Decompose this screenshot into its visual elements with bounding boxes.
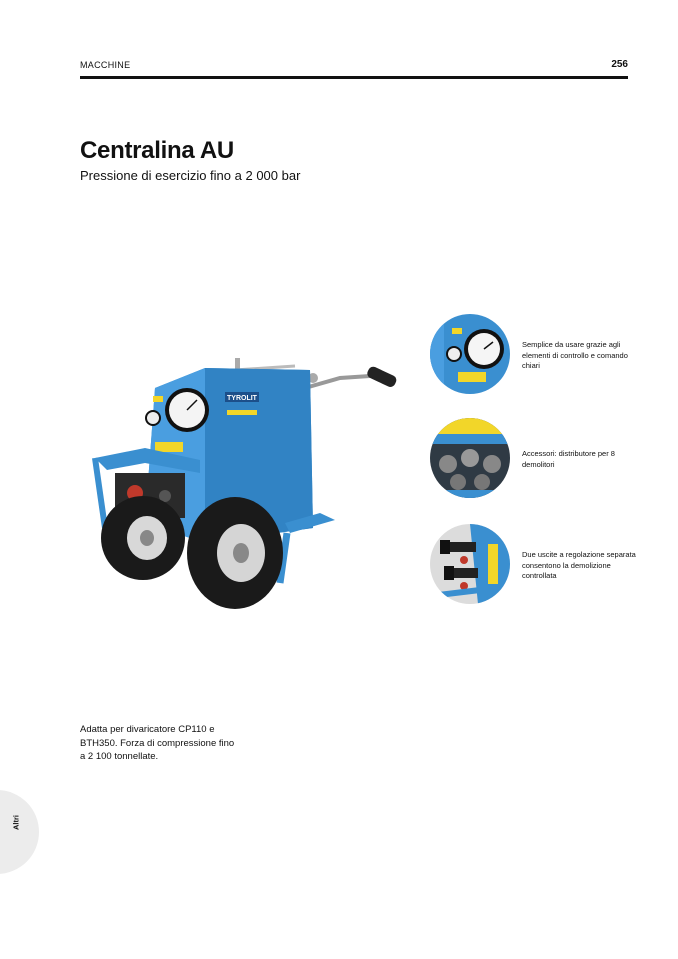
gauge-closeup-icon	[430, 314, 510, 394]
hydraulic-unit-illustration	[85, 348, 415, 618]
page-number: 256	[611, 59, 628, 70]
outlets-closeup-icon	[430, 524, 510, 604]
detail-caption-distributor: Accessori: distributore per 8 demolitori	[522, 449, 615, 469]
product-photo	[85, 348, 415, 618]
detail-photo-outlets	[430, 524, 510, 604]
detail-photo-distributor	[430, 418, 510, 498]
section-label: MACCHINE	[80, 60, 131, 70]
detail-caption-controls: Semplice da usare grazie agli elementi di controllo e comando chiari	[522, 340, 628, 370]
product-description: Adatta per divaricatore CP110 e BTH350. Forza di compressione fino a 2 100 tonnellate.	[80, 724, 235, 762]
page-title: Centralina AU	[80, 137, 234, 164]
distributor-closeup-icon	[430, 418, 510, 498]
detail-photo-controls	[430, 314, 510, 394]
header-rule	[80, 76, 628, 79]
side-tab-label: Altri	[11, 815, 21, 830]
brand-label: TYROLIT	[227, 395, 257, 402]
detail-caption-outlets: Due uscite a regolazione separata consentono la demolizione controllata	[522, 550, 636, 580]
page-subtitle: Pressione di esercizio fino a 2 000 bar	[80, 168, 301, 183]
